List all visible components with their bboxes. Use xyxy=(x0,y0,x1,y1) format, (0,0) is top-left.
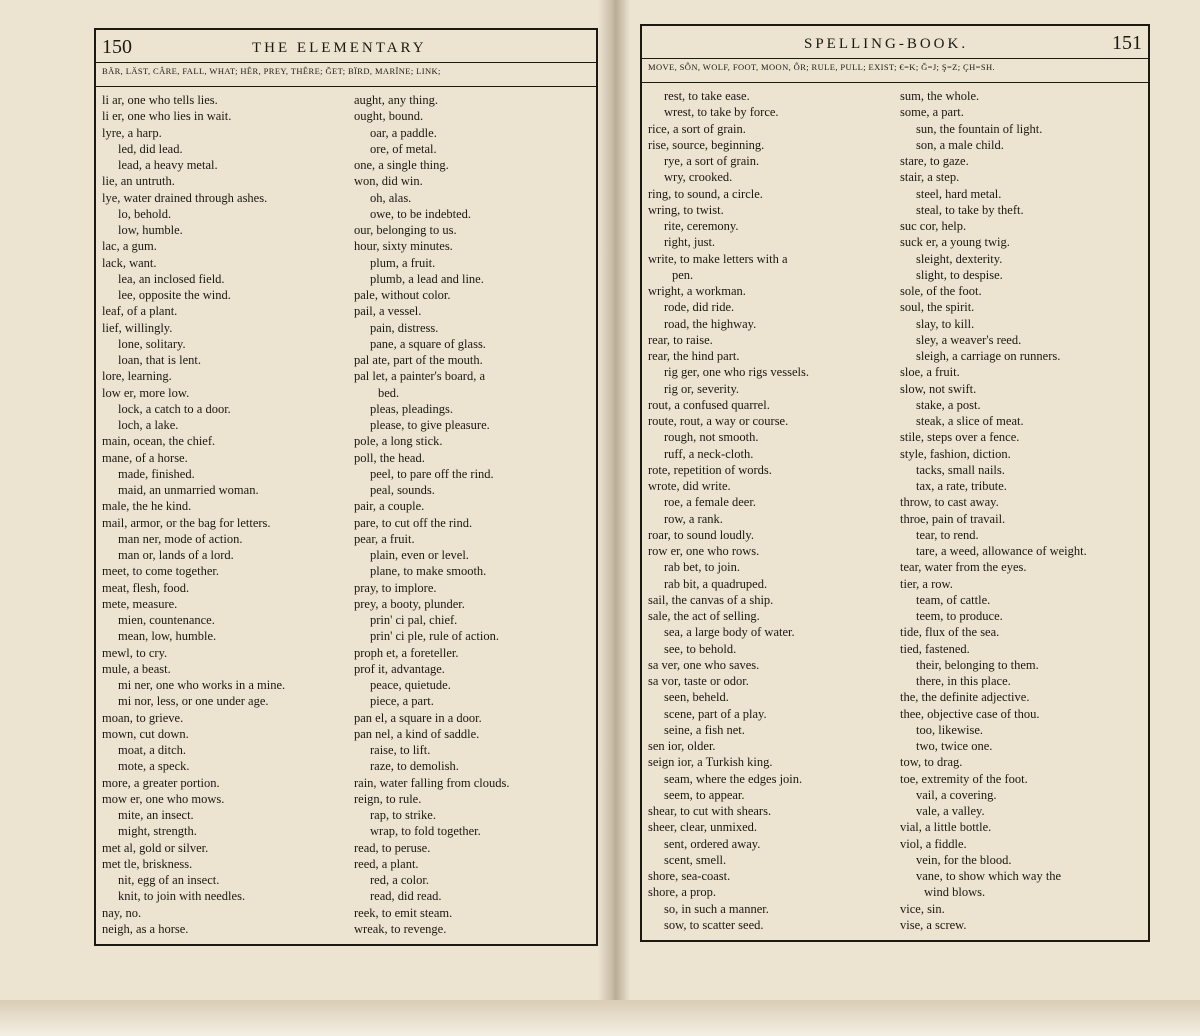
word-entry: mete, measure. xyxy=(102,596,178,611)
word-entry: teem, to produce. xyxy=(916,609,1003,623)
word-entry: rig ger, one who rigs vessels. xyxy=(664,365,809,380)
key-rule xyxy=(642,82,1148,83)
word-entry: rye, a sort of grain. xyxy=(664,154,760,168)
word-entry: sleight, dexterity. xyxy=(916,251,1003,266)
word-entry: won, did win. xyxy=(354,174,423,189)
word-entry: plain, even or level. xyxy=(370,548,469,562)
word-entry: rode, did ride. xyxy=(664,300,735,315)
word-entry: lock, a catch to a door. xyxy=(118,401,231,416)
pronunciation-key: MOVE, SÔN, WOLF, FOOT, MOON, ÔR; RULE, PULL; EXIST; €=K; Ğ=J; Ş=Z; ÇH=SH. xyxy=(648,62,996,72)
word-entry: pan el, a square in a door. xyxy=(354,710,482,725)
book-gutter xyxy=(598,0,630,1000)
word-entry: reign, to rule. xyxy=(354,791,422,806)
word-entry: sleigh, a carriage on runners. xyxy=(916,349,1061,363)
word-entry: sale, the act of selling. xyxy=(648,609,760,623)
word-entry: prin' ci ple, rule of action. xyxy=(370,629,499,644)
page-bottom-edge xyxy=(0,1000,1200,1036)
word-entry: sole, of the foot. xyxy=(900,284,982,298)
word-entry: moan, to grieve. xyxy=(102,710,184,725)
word-entry: sen ior, older. xyxy=(648,739,716,753)
word-entry: pear, a fruit. xyxy=(354,531,415,546)
right-page-columns xyxy=(648,88,1142,936)
word-entry: row, a rank. xyxy=(664,511,723,526)
word-entry: shore, a prop. xyxy=(648,885,717,900)
word-entry: met tle, briskness. xyxy=(102,856,193,871)
word-entry: their, belonging to them. xyxy=(916,657,1039,672)
word-entry: leaf, of a plant. xyxy=(102,304,178,319)
word-entry: ring, to sound, a circle. xyxy=(648,186,763,201)
word-entry: sail, the canvas of a ship. xyxy=(648,592,774,607)
word-entry: pal ate, part of the mouth. xyxy=(354,353,483,367)
word-entry: stile, steps over a fence. xyxy=(900,430,1020,445)
word-entry: lye, water drained through ashes. xyxy=(102,190,268,205)
word-entry: route, rout, a way or course. xyxy=(648,414,789,428)
word-entry: tier, a row. xyxy=(900,576,953,591)
right-page-frame xyxy=(640,24,1150,942)
word-entry: ought, bound. xyxy=(354,109,424,124)
word-entry: met al, gold or silver. xyxy=(102,840,209,855)
word-entry: sum, the whole. xyxy=(900,89,980,103)
word-entry: rough, not smooth. xyxy=(664,430,759,445)
word-entry: wrest, to take by force. xyxy=(664,105,779,120)
word-entry: tied, fastened. xyxy=(900,641,970,656)
word-entry: slay, to kill. xyxy=(916,316,975,331)
word-entry: roar, to sound loudly. xyxy=(648,527,754,542)
word-entry: reek, to emit steam. xyxy=(354,905,453,920)
word-entry: tow, to drag. xyxy=(900,755,963,770)
word-entry: oh, alas. xyxy=(370,190,412,205)
right-page-header xyxy=(648,30,1142,60)
word-entry: mite, an insect. xyxy=(118,808,194,822)
word-entry: plum, a fruit. xyxy=(370,255,436,270)
word-entry: rig or, severity. xyxy=(664,381,740,396)
word-entry: sun, the fountain of light. xyxy=(916,121,1043,136)
word-entry: tax, a rate, tribute. xyxy=(916,479,1007,493)
word-entry: man or, lands of a lord. xyxy=(118,548,234,562)
left-column-2 xyxy=(354,92,510,937)
word-entry: team, of cattle. xyxy=(916,592,991,607)
word-entry: vale, a valley. xyxy=(916,804,985,818)
word-entry: peal, sounds. xyxy=(370,483,435,497)
word-entry: pleas, pleadings. xyxy=(370,401,453,416)
word-entry: pole, a long stick. xyxy=(354,434,443,449)
word-entry: wry, crooked. xyxy=(664,170,733,185)
word-entry: reed, a plant. xyxy=(354,856,419,871)
pronunciation-key: BÄR, LÄST, CÂRE, FALL, WHAT; HÊR, PREY, THÊRE; ĞET; BÏRD, MARÏNE; LINK; xyxy=(102,66,441,76)
word-entry: tear, to rend. xyxy=(916,527,979,542)
word-entry: seen, beheld. xyxy=(664,690,729,705)
entry-continuation: pen. xyxy=(672,267,694,282)
word-entry: prof it, advantage. xyxy=(354,661,445,676)
running-head: SPELLING-BOOK. xyxy=(804,36,969,52)
word-entry: steak, a slice of meat. xyxy=(916,414,1024,428)
word-entry: tide, flux of the sea. xyxy=(900,625,1000,640)
word-entry: sley, a weaver's reed. xyxy=(916,332,1022,347)
entry-continuation: bed. xyxy=(378,385,400,400)
word-entry: meat, flesh, food. xyxy=(102,580,190,595)
word-entry: stake, a post. xyxy=(916,397,981,412)
word-entry: rain, water falling from clouds. xyxy=(354,775,510,790)
word-entry: stare, to gaze. xyxy=(900,154,969,168)
left-page-header xyxy=(102,34,590,64)
word-entry: main, ocean, the chief. xyxy=(102,434,216,449)
word-entry: led, did lead. xyxy=(118,141,183,156)
word-entry: mow er, one who mows. xyxy=(102,791,225,806)
word-entry: nay, no. xyxy=(102,905,142,920)
word-entry: read, to peruse. xyxy=(354,840,431,855)
word-entry: plumb, a lead and line. xyxy=(370,271,484,286)
word-entry: proph et, a foreteller. xyxy=(354,645,459,660)
word-entry: vial, a little bottle. xyxy=(900,820,992,835)
word-entry: tare, a weed, allowance of weight. xyxy=(916,544,1087,558)
word-entry: li ar, one who tells lies. xyxy=(102,93,218,107)
word-entry: pal let, a painter's board, a xyxy=(354,369,486,384)
key-rule xyxy=(96,86,596,87)
left-column-1 xyxy=(102,92,285,937)
word-entry: hour, sixty minutes. xyxy=(354,239,453,254)
word-entry: the, the definite adjective. xyxy=(900,690,1030,705)
word-entry: lyre, a harp. xyxy=(102,125,162,140)
word-entry: steel, hard metal. xyxy=(916,186,1002,201)
word-entry: toe, extremity of the foot. xyxy=(900,771,1028,786)
word-entry: so, in such a manner. xyxy=(664,901,769,916)
word-entry: two, twice one. xyxy=(916,739,993,753)
right-column-2 xyxy=(900,88,1087,933)
word-entry: rap, to strike. xyxy=(370,808,436,822)
word-entry: throw, to cast away. xyxy=(900,495,999,510)
word-entry: seam, where the edges join. xyxy=(664,771,803,786)
word-entry: rest, to take ease. xyxy=(664,89,750,103)
word-entry: ruff, a neck-cloth. xyxy=(664,446,754,461)
word-entry: tacks, small nails. xyxy=(916,462,1005,477)
word-entry: there, in this place. xyxy=(916,674,1011,688)
word-entry: loan, that is lent. xyxy=(118,353,201,367)
word-entry: poll, the head. xyxy=(354,450,425,465)
word-entry: lore, learning. xyxy=(102,369,172,384)
word-entry: moat, a ditch. xyxy=(118,743,187,757)
running-head: THE ELEMENTARY xyxy=(252,40,427,56)
word-entry: prin' ci pal, chief. xyxy=(370,613,458,627)
word-entry: man ner, mode of action. xyxy=(118,531,243,546)
word-entry: lead, a heavy metal. xyxy=(118,158,218,172)
word-entry: seem, to appear. xyxy=(664,787,745,802)
word-entry: owe, to be indebted. xyxy=(370,206,472,221)
word-entry: mi nor, less, or one under age. xyxy=(118,694,269,709)
word-entry: our, belonging to us. xyxy=(354,223,457,237)
word-entry: lone, solitary. xyxy=(118,336,186,351)
word-entry: pan nel, a kind of saddle. xyxy=(354,726,480,741)
word-entry: rear, the hind part. xyxy=(648,349,740,363)
word-entry: wrap, to fold together. xyxy=(370,824,481,839)
word-entry: aught, any thing. xyxy=(354,93,439,107)
word-entry: roe, a female deer. xyxy=(664,495,756,510)
word-entry: pare, to cut off the rind. xyxy=(354,515,473,530)
word-entry: steal, to take by theft. xyxy=(916,202,1024,217)
word-entry: vail, a covering. xyxy=(916,787,997,802)
word-entry: tear, water from the eyes. xyxy=(900,560,1027,575)
word-entry: row er, one who rows. xyxy=(648,544,760,558)
word-entry: rise, source, beginning. xyxy=(648,137,765,152)
word-entry: mewl, to cry. xyxy=(102,645,168,660)
page-number: 151 xyxy=(1112,32,1142,54)
word-entry: rite, ceremony. xyxy=(664,219,739,233)
word-entry: nit, egg of an insect. xyxy=(118,873,220,887)
word-entry: ore, of metal. xyxy=(370,141,437,156)
word-entry: mown, cut down. xyxy=(102,726,189,741)
word-entry: lack, want. xyxy=(102,255,157,270)
word-entry: pair, a couple. xyxy=(354,499,425,514)
word-entry: sa ver, one who saves. xyxy=(648,657,760,672)
word-entry: rote, repetition of words. xyxy=(648,462,772,477)
word-entry: slight, to despise. xyxy=(916,267,1003,282)
word-entry: vise, a screw. xyxy=(900,917,967,932)
word-entry: viol, a fiddle. xyxy=(900,836,967,851)
word-entry: throe, pain of travail. xyxy=(900,511,1006,526)
word-entry: knit, to join with needles. xyxy=(118,889,246,904)
word-entry: wreak, to revenge. xyxy=(354,921,447,936)
word-entry: sheer, clear, unmixed. xyxy=(648,820,758,835)
entry-continuation: wind blows. xyxy=(924,885,986,900)
word-entry: oar, a paddle. xyxy=(370,125,437,140)
header-rule xyxy=(642,58,1148,59)
word-entry: mail, armor, or the bag for letters. xyxy=(102,515,271,530)
word-entry: raze, to demolish. xyxy=(370,759,459,774)
page-number: 150 xyxy=(102,36,132,58)
word-entry: wring, to twist. xyxy=(648,202,724,217)
word-entry: lo, behold. xyxy=(118,206,172,221)
word-entry: slow, not swift. xyxy=(900,381,977,396)
word-entry: scent, smell. xyxy=(664,852,727,867)
word-entry: please, to give pleasure. xyxy=(370,418,490,432)
word-entry: meet, to come together. xyxy=(102,564,219,579)
left-page-frame xyxy=(94,28,598,946)
word-entry: mane, of a horse. xyxy=(102,450,188,465)
word-entry: lief, willingly. xyxy=(102,320,173,335)
word-entry: red, a color. xyxy=(370,873,430,887)
word-entry: soul, the spirit. xyxy=(900,300,975,315)
word-entry: li er, one who lies in wait. xyxy=(102,109,232,124)
word-entry: right, just. xyxy=(664,235,716,250)
word-entry: some, a part. xyxy=(900,105,964,120)
word-entry: shear, to cut with shears. xyxy=(648,804,772,818)
word-entry: rear, to raise. xyxy=(648,332,713,347)
word-entry: maid, an unmarried woman. xyxy=(118,483,259,497)
word-entry: one, a single thing. xyxy=(354,158,449,172)
word-entry: pray, to implore. xyxy=(354,580,437,595)
word-entry: prey, a booty, plunder. xyxy=(354,596,465,611)
word-entry: lac, a gum. xyxy=(102,239,157,254)
word-entry: loch, a lake. xyxy=(118,418,179,432)
word-entry: stair, a step. xyxy=(900,170,960,185)
word-entry: rab bit, a quadruped. xyxy=(664,576,768,591)
word-entry: neigh, as a horse. xyxy=(102,921,189,936)
word-entry: made, finished. xyxy=(118,466,195,481)
word-entry: rice, a sort of grain. xyxy=(648,121,746,136)
word-entry: mean, low, humble. xyxy=(118,629,217,644)
word-entry: suck er, a young twig. xyxy=(900,235,1010,250)
word-entry: suc cor, help. xyxy=(900,219,967,233)
word-entry: wright, a workman. xyxy=(648,284,746,298)
word-entry: pain, distress. xyxy=(370,320,439,335)
word-entry: sea, a large body of water. xyxy=(664,625,795,640)
word-entry: rout, a confused quarrel. xyxy=(648,397,770,412)
word-entry: wrote, did write. xyxy=(648,479,731,493)
word-entry: lie, an untruth. xyxy=(102,174,175,189)
word-entry: road, the highway. xyxy=(664,316,757,331)
word-entry: mule, a beast. xyxy=(102,661,171,676)
word-entry: peel, to pare off the rind. xyxy=(370,466,494,481)
word-entry: low er, more low. xyxy=(102,385,190,400)
word-entry: pail, a vessel. xyxy=(354,304,422,319)
right-column-1 xyxy=(648,88,809,933)
header-rule xyxy=(96,62,596,63)
word-entry: rab bet, to join. xyxy=(664,560,741,575)
word-entry: vein, for the blood. xyxy=(916,852,1012,867)
word-entry: seine, a fish net. xyxy=(664,722,745,737)
word-entry: sa vor, taste or odor. xyxy=(648,674,749,688)
word-entry: mien, countenance. xyxy=(118,613,215,627)
word-entry: thee, objective case of thou. xyxy=(900,706,1040,721)
word-entry: might, strength. xyxy=(118,824,197,839)
word-entry: too, likewise. xyxy=(916,722,984,737)
word-entry: sent, ordered away. xyxy=(664,836,761,851)
left-page-columns xyxy=(102,92,590,940)
word-entry: read, did read. xyxy=(370,889,442,904)
word-entry: pale, without color. xyxy=(354,288,451,302)
word-entry: piece, a part. xyxy=(370,694,434,709)
word-entry: raise, to lift. xyxy=(370,743,431,757)
word-entry: seign ior, a Turkish king. xyxy=(648,755,773,770)
word-entry: son, a male child. xyxy=(916,137,1004,152)
word-entry: more, a greater portion. xyxy=(102,775,220,790)
word-entry: vane, to show which way the xyxy=(916,869,1062,883)
word-entry: plane, to make smooth. xyxy=(370,564,487,579)
word-entry: mote, a speck. xyxy=(118,759,190,774)
word-entry: style, fashion, diction. xyxy=(900,446,1011,461)
word-entry: sloe, a fruit. xyxy=(900,365,960,380)
word-entry: shore, sea-coast. xyxy=(648,869,731,883)
word-entry: vice, sin. xyxy=(900,901,945,916)
word-entry: lee, opposite the wind. xyxy=(118,288,231,302)
word-entry: scene, part of a play. xyxy=(664,706,767,721)
word-entry: male, the he kind. xyxy=(102,499,192,514)
word-entry: sow, to scatter seed. xyxy=(664,917,764,932)
word-entry: peace, quietude. xyxy=(370,678,451,692)
word-entry: write, to make letters with a xyxy=(648,251,788,266)
word-entry: pane, a square of glass. xyxy=(370,336,486,351)
word-entry: see, to behold. xyxy=(664,641,737,656)
word-entry: low, humble. xyxy=(118,223,183,237)
word-entry: mi ner, one who works in a mine. xyxy=(118,678,286,692)
word-entry: lea, an inclosed field. xyxy=(118,271,225,286)
